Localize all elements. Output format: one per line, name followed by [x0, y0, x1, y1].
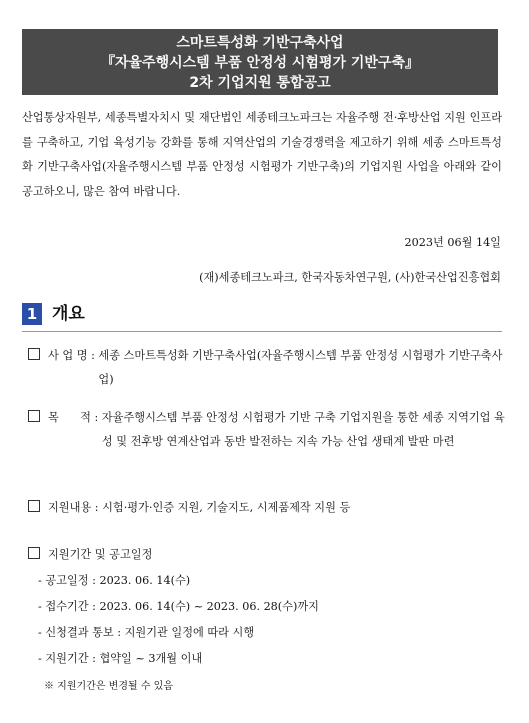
schedule-note: ※ 지원기간은 변경될 수 있음	[44, 681, 173, 692]
section-header	[22, 301, 502, 332]
section-title: 개요	[52, 304, 85, 324]
checkbox-icon	[28, 348, 40, 360]
checkbox-icon	[28, 410, 40, 422]
checkbox-icon	[28, 500, 40, 512]
schedule-line: - 공고일정 : 2023. 06. 14(수)	[38, 574, 191, 587]
banner-line-1: 스마트특성화 기반구축사업	[176, 35, 344, 51]
item-label: 사 업 명 :	[48, 349, 95, 362]
item-label: 지원내용 :	[48, 501, 99, 514]
schedule-line: - 신청결과 통보 : 지원기관 일정에 따라 시행	[38, 626, 255, 639]
title-banner	[22, 29, 498, 95]
intro-paragraph: 산업통상자원부, 세종특별자치시 및 재단법인 세종테크노파크는 자율주행 전·후방산업 지원 인프라를 구축하고, 기업 육성기능 강화를 통해 지역산업의 기술경쟁력을 제고하기 위해 세종 스마트특성화 기반구축사업(자율주행시스템 부품 안정성 시험평가 기반구축)의 기업지원 사업을 아래와 같이 공고하오니, 많은 참여 바랍니다.	[22, 111, 502, 198]
section-number: 1	[22, 303, 42, 325]
checkbox-icon	[28, 547, 40, 559]
banner-line-3: 2차 기업지원 통합공고	[189, 75, 331, 91]
item-label: 지원기간 및 공고일정	[48, 548, 153, 561]
item-value: 시험·평가·인증 지원, 기술지도, 시제품제작 지원 등	[102, 501, 351, 514]
item-value: 세종 스마트특성화 기반구축사업(자율주행시스템 부품 안정성 시험평가 기반구축사업)	[98, 349, 503, 386]
item-purpose	[28, 406, 508, 454]
item-label: 목 적 :	[48, 411, 99, 424]
announcement-date: 2023년 06월 14일	[404, 236, 501, 249]
item-value: 자율주행시스템 부품 안정성 시험평가 기반 구축 기업지원을 통한 세종 지역기업 육성 및 전후방 연계산업과 동반 발전하는 지속 가능 산업 생태계 발판 마련	[101, 411, 505, 448]
banner-line-2: 『자율주행시스템 부품 안정성 시험평가 기반구축』	[101, 55, 419, 71]
item-support-content	[28, 496, 508, 520]
schedule-line: - 지원기간 : 협약일 ~ 3개월 이내	[38, 652, 203, 665]
organizations: (재)세종테크노파크, 한국자동차연구원, (사)한국산업진흥협회	[199, 271, 501, 284]
schedule-line: - 접수기간 : 2023. 06. 14(수) ~ 2023. 06. 28(수)까지	[38, 600, 319, 613]
item-schedule	[28, 543, 508, 567]
item-project-name	[28, 344, 508, 392]
